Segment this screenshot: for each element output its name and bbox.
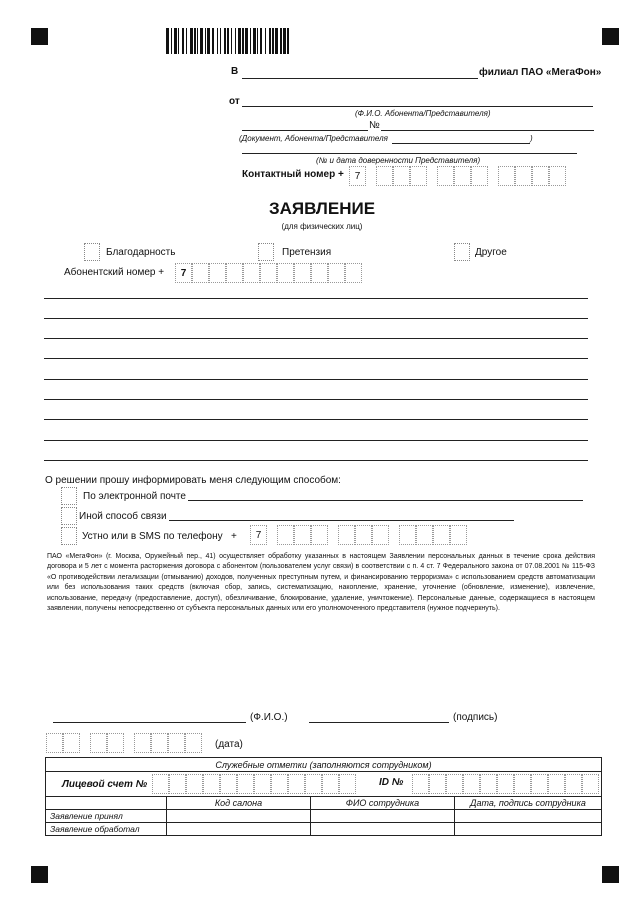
id-digit-cell[interactable]: [531, 774, 548, 794]
notify-heading: О решении прошу информировать меня следующим способом:: [45, 475, 341, 486]
consent-paragraph: ПАО «МегаФон» (г. Москва, Оружейный пер., 41) осуществляет обработку указанных в настоящем Заявлении персональных данных в течение срока действия договора и 5 лет с момента расторжения договора с абонентом (пользователем услуг связи) в соответствии с п. 4 ст. 7 Федерального закона от 07.08.2001 № 115-ФЗ «О противодействии легализации (отмыванию) доходов, полученных преступным путем, и финансированию терроризма» с использованием средств автоматизации или без использования таких средств (включая сбор, запись, систематизацию, накопление, хранение, уточнение (обновление, изменение), извлечение, использование, передачу (предоставление, доступ), обезличивание, блокирование, удаление, уничтожение). Персональные данные, содержащиеся в настоящем заявлении, получены непосредственно от субъекта персональных данных или его уполномоченного представителя (нужное подчеркнуть).: [47, 553, 595, 613]
account-cells[interactable]: [152, 774, 356, 794]
number-sign: №: [369, 120, 380, 131]
subscriber-label: Абонентский номер +: [64, 267, 165, 278]
sms-number-cells[interactable]: [250, 525, 467, 545]
date-cells[interactable]: [46, 733, 202, 753]
sms-digit-cell[interactable]: [277, 525, 294, 545]
contact-digit-cell[interactable]: [454, 166, 471, 186]
signature-sign-line[interactable]: [309, 722, 449, 723]
sms-digit-cell[interactable]: [355, 525, 372, 545]
page-subtitle: (для физических лиц): [281, 222, 363, 231]
sms-digit-cell[interactable]: [372, 525, 389, 545]
subscriber-digit-cell[interactable]: [243, 263, 260, 283]
date-digit-cell[interactable]: [46, 733, 63, 753]
account-digit-cell[interactable]: [339, 774, 356, 794]
sms-digit-cell[interactable]: [416, 525, 433, 545]
other-label: Другое: [475, 247, 507, 258]
signature-sign-caption: (подпись): [453, 712, 498, 723]
document-caption-line[interactable]: [392, 143, 530, 144]
notify-other-line[interactable]: [169, 520, 514, 521]
service-header: Служебные отметки (заполняются сотрудником): [46, 758, 602, 772]
id-digit-cell[interactable]: [497, 774, 514, 794]
subscriber-digit-cell[interactable]: [260, 263, 277, 283]
document-input-line-b[interactable]: [381, 130, 594, 131]
empty-corner-cell: [46, 797, 167, 810]
account-digit-cell[interactable]: [288, 774, 305, 794]
date-digit-cell[interactable]: [185, 733, 202, 753]
id-digit-cell[interactable]: [412, 774, 429, 794]
notify-email-label: По электронной почте: [83, 491, 186, 502]
table-cell[interactable]: [311, 823, 455, 836]
subscriber-digit-cell[interactable]: [294, 263, 311, 283]
contact-number-cells[interactable]: [349, 166, 566, 186]
account-digit-cell[interactable]: [169, 774, 186, 794]
id-digit-cell[interactable]: [514, 774, 531, 794]
contact-plus: +: [338, 169, 344, 180]
date-digit-cell[interactable]: [134, 733, 151, 753]
subscriber-digit-cell[interactable]: [192, 263, 209, 283]
table-cell[interactable]: [167, 823, 311, 836]
attorney-caption: (№ и дата доверенности Представителя): [316, 156, 481, 165]
account-digit-cell[interactable]: [271, 774, 288, 794]
row-processed-label: Заявление обработал: [46, 823, 167, 836]
subscriber-digit-cell[interactable]: [226, 263, 243, 283]
corner-mark-top-left: [31, 28, 48, 45]
text-line[interactable]: [44, 460, 588, 461]
id-digit-cell[interactable]: [548, 774, 565, 794]
id-digit-cell[interactable]: [582, 774, 599, 794]
id-digit-cell[interactable]: [565, 774, 582, 794]
account-label: Лицевой счет №: [62, 778, 148, 790]
text-line[interactable]: [44, 440, 588, 441]
subscriber-digit-cell[interactable]: [277, 263, 294, 283]
signature-fio-line[interactable]: [53, 722, 246, 723]
date-caption: (дата): [215, 739, 243, 750]
signature-fio-caption: (Ф.И.О.): [250, 712, 288, 723]
corner-mark-top-right: [602, 28, 619, 45]
account-row: [46, 772, 602, 797]
account-digit-cell[interactable]: [322, 774, 339, 794]
contact-digit-cell[interactable]: [532, 166, 549, 186]
id-cells[interactable]: [412, 774, 599, 794]
text-line[interactable]: [44, 338, 588, 339]
service-marks-table: [45, 757, 602, 836]
contact-digit-cell[interactable]: [471, 166, 488, 186]
attorney-input-line[interactable]: [242, 153, 577, 154]
page-title: ЗАЯВЛЕНИЕ: [268, 199, 376, 218]
contact-digit-cell[interactable]: [498, 166, 515, 186]
date-digit-cell[interactable]: [63, 733, 80, 753]
subscriber-digit-cell[interactable]: [345, 263, 362, 283]
row-accepted-label: Заявление принял: [46, 810, 167, 823]
notify-email-line[interactable]: [188, 500, 583, 501]
subscriber-digit-cell[interactable]: [311, 263, 328, 283]
branch-suffix: филиал ПАО «МегаФон»: [479, 67, 602, 78]
subscriber-number-cells[interactable]: [175, 263, 362, 283]
table-cell[interactable]: [455, 823, 602, 836]
sms-digit-cell[interactable]: [399, 525, 416, 545]
notify-sms-plus: +: [231, 531, 237, 542]
sms-digit-cell[interactable]: [450, 525, 467, 545]
text-line[interactable]: [44, 318, 588, 319]
notify-other-checkbox[interactable]: [61, 507, 77, 525]
to-prefix: В: [231, 66, 239, 77]
gratitude-checkbox[interactable]: [84, 243, 100, 261]
text-line[interactable]: [44, 399, 588, 400]
id-digit-cell[interactable]: [480, 774, 497, 794]
subscriber-digit-cell: 7: [175, 263, 192, 283]
date-digit-cell[interactable]: [107, 733, 124, 753]
date-digit-cell[interactable]: [90, 733, 107, 753]
contact-digit-cell[interactable]: [437, 166, 454, 186]
contact-label: Контактный номер: [242, 169, 336, 180]
notify-email-checkbox[interactable]: [61, 487, 77, 505]
text-line[interactable]: [44, 358, 588, 359]
fio-caption: (Ф.И.О. Абонента/Представителя): [355, 109, 491, 118]
sms-digit-cell: 7: [250, 525, 267, 545]
col-date: Дата, подпись сотрудника: [455, 797, 602, 810]
document-caption-close: ): [530, 134, 533, 143]
corner-mark-bottom-right: [602, 866, 619, 883]
from-prefix: от: [229, 96, 240, 107]
account-digit-cell[interactable]: [254, 774, 271, 794]
document-caption: (Документ, Абонента/Представителя: [239, 134, 388, 143]
account-digit-cell[interactable]: [305, 774, 322, 794]
branch-input-line[interactable]: [242, 78, 478, 79]
account-digit-cell[interactable]: [152, 774, 169, 794]
barcode-bar: [289, 28, 292, 54]
subscriber-digit-cell[interactable]: [209, 263, 226, 283]
contact-digit-cell[interactable]: [549, 166, 566, 186]
date-digit-cell[interactable]: [168, 733, 185, 753]
account-digit-cell[interactable]: [237, 774, 254, 794]
sms-digit-cell[interactable]: [433, 525, 450, 545]
notify-sms-label: Устно или в SMS по телефону: [82, 531, 223, 542]
account-digit-cell[interactable]: [220, 774, 237, 794]
barcode-image: [166, 28, 474, 54]
text-line[interactable]: [44, 298, 588, 299]
contact-digit-cell: 7: [349, 166, 366, 186]
document-input-line-a[interactable]: [242, 130, 368, 131]
id-digit-cell[interactable]: [429, 774, 446, 794]
contact-digit-cell[interactable]: [393, 166, 410, 186]
id-label: ID №: [379, 777, 404, 788]
id-digit-cell[interactable]: [446, 774, 463, 794]
contact-digit-cell[interactable]: [515, 166, 532, 186]
table-cell[interactable]: [455, 810, 602, 823]
fio-input-line[interactable]: [242, 106, 593, 107]
gratitude-label: Благодарность: [106, 247, 176, 258]
claim-label: Претензия: [282, 247, 332, 258]
claim-checkbox[interactable]: [258, 243, 274, 261]
subscriber-digit-cell[interactable]: [328, 263, 345, 283]
contact-digit-cell[interactable]: [376, 166, 393, 186]
other-checkbox[interactable]: [454, 243, 470, 261]
date-digit-cell[interactable]: [151, 733, 168, 753]
table-cell[interactable]: [167, 810, 311, 823]
sms-digit-cell[interactable]: [338, 525, 355, 545]
col-employee: ФИО сотрудника: [311, 797, 455, 810]
notify-sms-checkbox[interactable]: [61, 527, 77, 545]
notify-other-label: Иной способ связи: [79, 511, 167, 522]
table-cell[interactable]: [311, 810, 455, 823]
sms-digit-cell[interactable]: [311, 525, 328, 545]
id-digit-cell[interactable]: [463, 774, 480, 794]
text-line[interactable]: [44, 419, 588, 420]
text-line[interactable]: [44, 379, 588, 380]
contact-digit-cell[interactable]: [410, 166, 427, 186]
account-digit-cell[interactable]: [203, 774, 220, 794]
account-digit-cell[interactable]: [186, 774, 203, 794]
col-salon: Код салона: [167, 797, 311, 810]
sms-digit-cell[interactable]: [294, 525, 311, 545]
corner-mark-bottom-left: [31, 866, 48, 883]
